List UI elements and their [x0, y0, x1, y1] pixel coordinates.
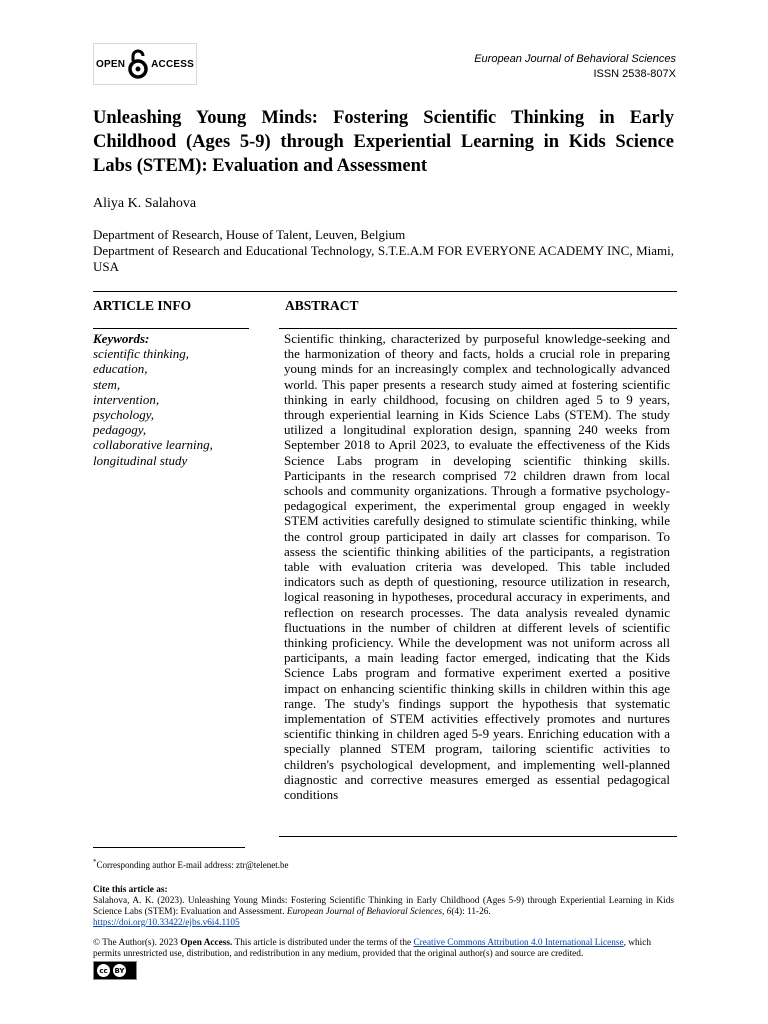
abstract-divider: [279, 328, 677, 329]
footnote-mark: *: [93, 858, 97, 866]
license-statement: [93, 938, 674, 960]
citation-journal: European Journal of Behavioral Sciences, 6: [286, 907, 452, 917]
affiliation-2: Department of Research and Educational Technology, S.T.E.A.M FOR EVERYONE ACADEMY INC, Miami, USA: [93, 243, 674, 274]
attribution-icon: BY: [113, 964, 126, 977]
journal-issn: ISSN 2538-807X: [593, 68, 676, 80]
section-divider: [93, 291, 677, 292]
abstract-heading: ABSTRACT: [285, 298, 359, 313]
abstract-text: Scientific thinking, characterized by purposeful knowledge-seeking and the harmonization of theory and facts, holds a crucial role in preparing young minds for an increasingly complex and technologically advanced world. This paper presents a research study aimed at fostering scientific thinking in early childhood, focusing on children aged 5 to 9 years, through experiential learning in Kids Science Labs (STEM). The study utilized a longitudinal exploration design, spanning 240 weeks from September 2018 to April 2023, to evaluate the effectiveness of the Kids Science Labs program in developing scientific thinking skills. Participants in the research comprised 72 children drawn from local schools and community organizations. Through a formative psychology-pedagogical experiment, the experimental group engaged in weekly STEM activities carefully designed to stimulate scientific thinking, while the control group participated in daily art classes for comparison. To assess the scientific thinking abilities of the participants, a registration table with evaluation criteria was developed. This table included indicators such as depth of questioning, resource utilization in research, logical reasoning in hypotheses, procedural accuracy in experiments, and reflection on research processes. The data analysis revealed dynamic fluctuations in the number of children at different levels of scientific thinking proficiency. While the development was not uniform across all participants, a main leading factor emerged, indicating that the Kids Science Labs program and formative experiment exerted a positive impact on enhancing scientific thinking skills in children within this age range. The study's findings support the hypothesis that systematic implementation of STEM activities effectively promotes and nurtures scientific thinking in children aged 5-9 years. Enriching education with a specially planned STEM program, tailoring scientific activities to children's psychological development, and implementing well-planned diagnostic and corrective measures emerged as essential pedagogical conditions: [284, 331, 670, 803]
cc-by-badge[interactable]: [93, 961, 137, 980]
affiliation-1: Department of Research, House of Talent, Leuven, Belgium: [93, 227, 406, 242]
keywords-list: [93, 331, 213, 468]
open-lock-icon: [127, 49, 149, 79]
citation-authors-title: Salahova, A. K. (2023). Unleashing Young Minds: Fostering Scientific Thinking in Early Childhood (Ages 5-9) through Experiential Learning in Kids Science Labs (STEM): Evaluation and Assessment.: [93, 896, 674, 917]
license-middle: This article is distributed under the terms of the: [234, 938, 412, 948]
keywords-label: Keywords:: [93, 331, 150, 346]
journal-info: [474, 52, 676, 82]
article-info-heading: ARTICLE INFO: [93, 298, 192, 313]
article-title: Unleashing Young Minds: Fostering Scientific Thinking in Early Childhood (Ages 5-9) through Experiential Learning in Kids Science Labs (STEM): Evaluation and Assessment: [93, 108, 674, 176]
keyword-item: intervention,: [93, 391, 160, 407]
footnote-divider: [93, 847, 245, 848]
keyword-item: longitudinal study: [93, 452, 188, 468]
keyword-item: scientific thinking,: [93, 346, 190, 362]
article-info-divider: [93, 328, 249, 329]
keyword-item: pedagogy,: [93, 422, 147, 438]
doi-link[interactable]: https://doi.org/10.33422/ejbs.v6i4.1105: [93, 918, 240, 928]
keyword-item: education,: [93, 361, 148, 377]
license-open-access: Open Access.: [180, 938, 233, 948]
cc-icon: cc: [97, 964, 110, 977]
citation-label: Cite this article as:: [93, 885, 168, 895]
footnote-text: Corresponding author E-mail address: ztr@telenet.be: [96, 860, 289, 870]
author-name: Aliya K. Salahova: [93, 196, 197, 211]
keyword-item: collaborative learning,: [93, 437, 213, 453]
open-access-logo: [93, 43, 197, 85]
keyword-item: psychology,: [93, 407, 155, 423]
open-access-logo-left: OPEN: [95, 58, 126, 70]
open-access-logo-right: ACCESS: [151, 58, 194, 70]
citation-block: [93, 885, 674, 929]
keyword-item: stem,: [93, 376, 121, 392]
cc-license-link[interactable]: Creative Commons Attribution 4.0 International License: [413, 938, 624, 948]
corresponding-author-footnote: [93, 856, 288, 871]
journal-name: European Journal of Behavioral Sciences: [474, 53, 676, 65]
license-suffix: , which permits unrestricted use, distribution, and redistribution in any medium, provided that the original author(s) and source are credited.: [93, 938, 652, 959]
citation-issue-pages: (4): 11-26.: [451, 907, 491, 917]
abstract-bottom-divider: [279, 836, 677, 837]
license-prefix: © The Author(s). 2023: [93, 938, 178, 948]
affiliations: [93, 227, 674, 275]
